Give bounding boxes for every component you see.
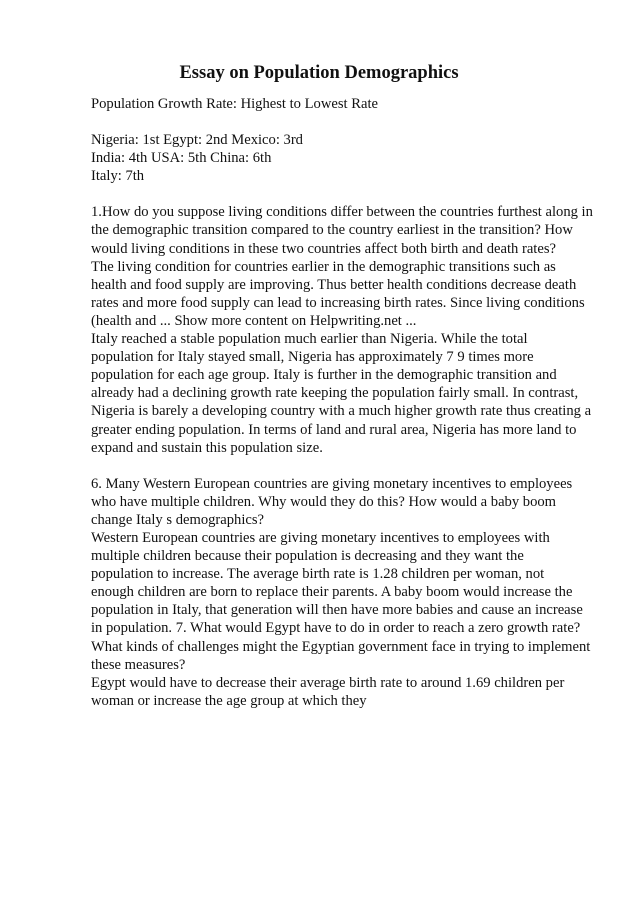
paragraph-question-6 [91,475,601,710]
text-line: woman or increase the age group at which they [91,692,367,709]
subtitle-line: Population Growth Rate: Highest to Lowest Rate [91,96,378,112]
text-line: population for Italy stayed small, Nigeria has approximately 7 9 times more [91,349,534,366]
spacer [91,185,601,203]
rankings-line: India: 4th USA: 5th China: 6th [91,150,272,167]
spacer [91,113,601,131]
document-body [91,95,601,710]
text-line: Western European countries are giving monetary incentives to employees with [91,529,550,546]
subtitle [91,95,601,113]
text-line: population for each age group. Italy is further in the demographic transition and [91,367,557,384]
text-line: population to increase. The average birth rate is 1.28 children per woman, not [91,566,545,583]
text-line: in population. 7. What would Egypt have to do in order to reach a zero growth rate? [91,620,581,637]
text-line: already had a declining growth rate keeping the population fairly small. In contrast, [91,385,579,402]
rankings-list [91,131,601,185]
paragraph-question-1 [91,203,601,456]
text-line: the demographic transition compared to the country earliest in the transition? How [91,222,573,239]
text-line: rates and more food supply can lead to increasing birth rates. Since living conditions [91,294,585,311]
text-line: Egypt would have to decrease their average birth rate to around 1.69 children per [91,674,565,691]
text-line: Italy reached a stable population much earlier than Nigeria. While the total [91,331,528,348]
text-line: (health and ... Show more content on Helpwriting.net ... [91,312,417,329]
page-title: Essay on Population Demographics [179,63,459,83]
text-line: Nigeria is barely a developing country with a much higher growth rate thus creating a [91,403,592,420]
text-line: greater ending population. In terms of land and rural area, Nigeria has more land to [91,421,577,438]
text-line: population in Italy, that generation will then have more babies and cause an increase [91,602,583,619]
text-line: enough children are born to replace their parents. A baby boom would increase the [91,584,573,601]
text-line: multiple children because their population is decreasing and they want the [91,548,524,565]
text-line: The living condition for countries earlier in the demographic transitions such as [91,258,556,275]
rankings-line: Italy: 7th [91,168,145,185]
text-line: expand and sustain this population size. [91,439,323,456]
text-line: 6. Many Western European countries are giving monetary incentives to employees [91,475,573,492]
text-line: these measures? [91,656,186,673]
rankings-line: Nigeria: 1st Egypt: 2nd Mexico: 3rd [91,132,303,149]
spacer [91,457,601,475]
text-line: would living conditions in these two countries affect both birth and death rates? [91,240,556,257]
text-line: health and food supply are improving. Thus better health conditions decrease death [91,276,577,293]
text-line: 1.How do you suppose living conditions differ between the countries furthest along in [91,204,593,221]
text-line: change Italy s demographics? [91,511,265,528]
text-line: What kinds of challenges might the Egyptian government face in trying to implement [91,638,591,655]
text-line: who have multiple children. Why would they do this? How would a baby boom [91,493,557,510]
